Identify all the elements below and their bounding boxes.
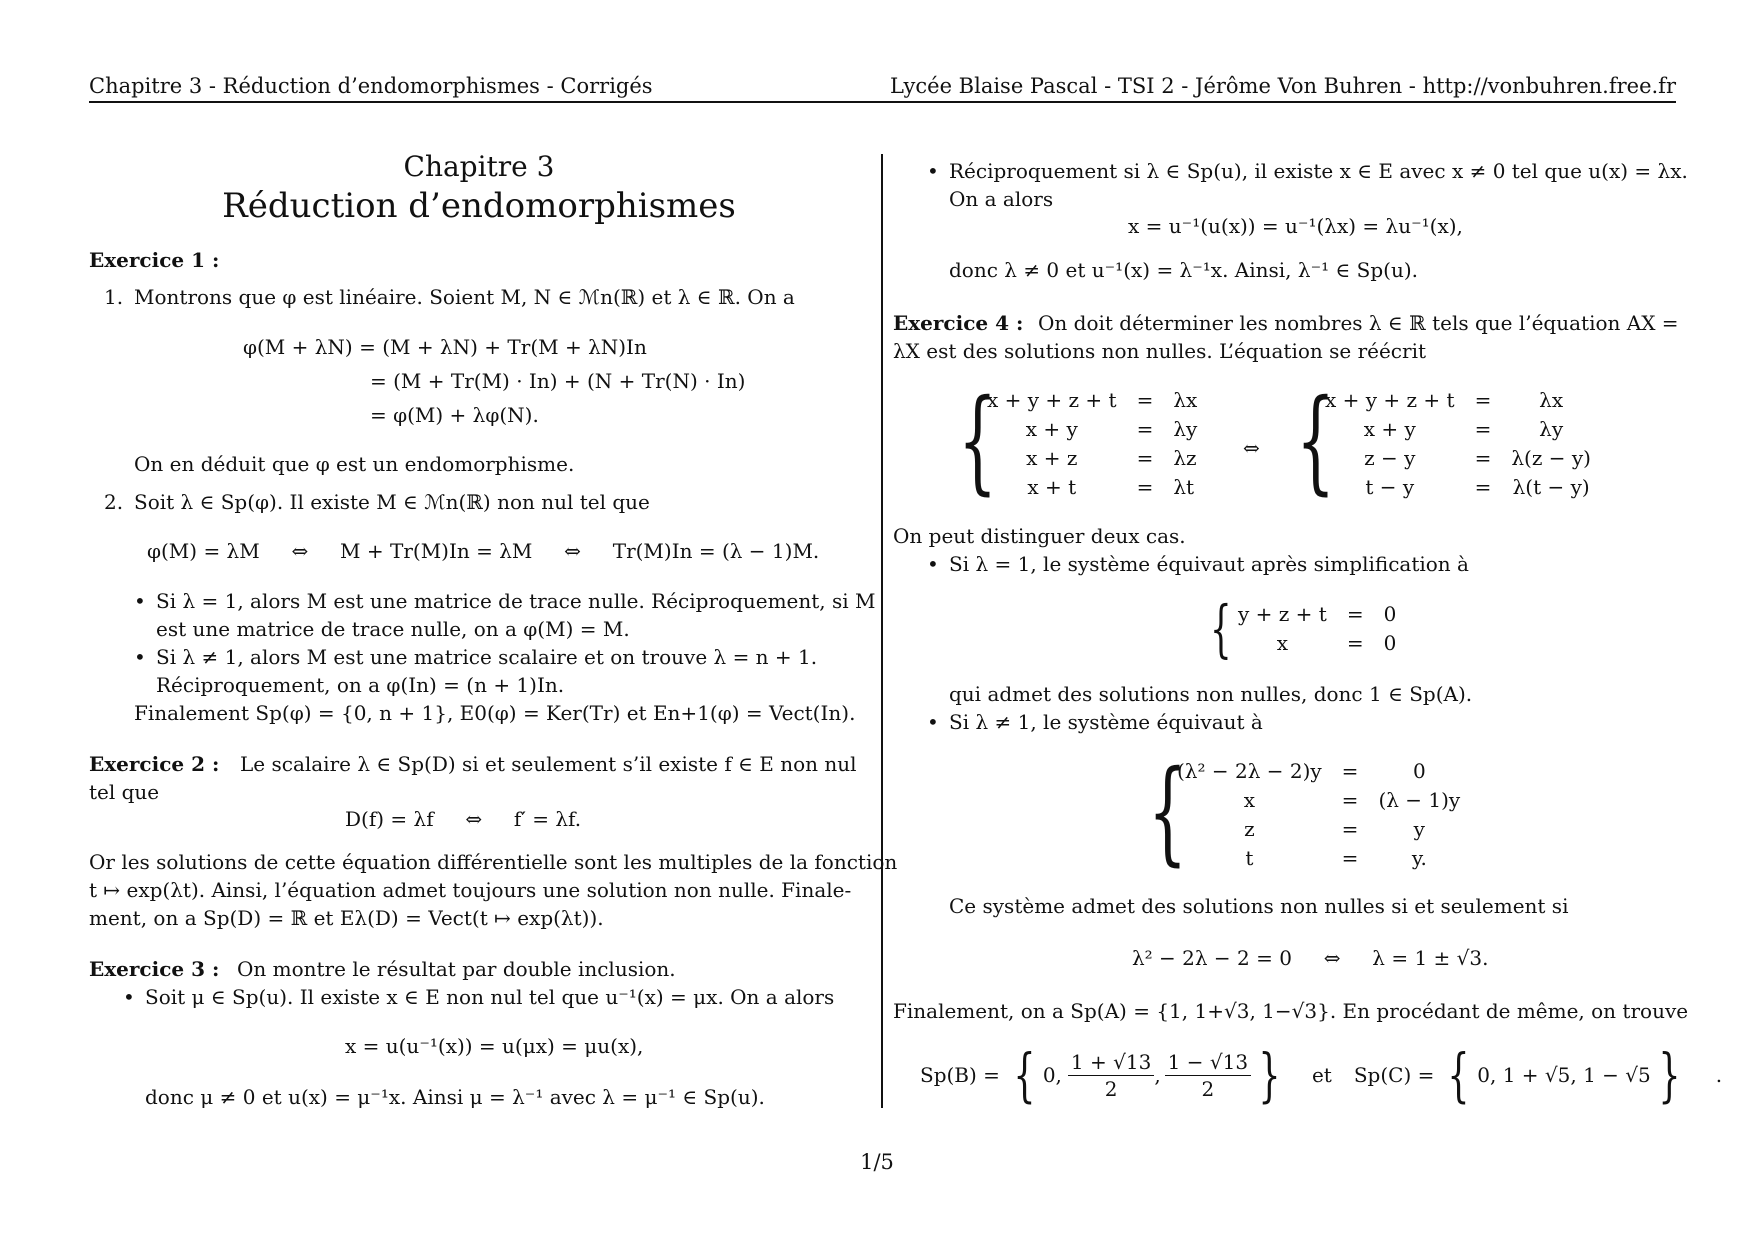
spB-frac1-num: 1 + √13 (1068, 1049, 1154, 1076)
ex1-eq1-line2: = (M + Tr(M) · In) + (N + Tr(N) · In) (370, 369, 746, 393)
ex4-line2: λX est des solutions non nulles. L’équation se réécrit (893, 339, 1426, 363)
ex4-line1: On doit déterminer les nombres λ ∈ ℝ tels que l’équation AX = (1038, 311, 1679, 335)
spB-spC-line: Sp(B) = { 0, $\frac{1 + √13}{2}$ , $\frac{1 - √13}{2}$ } et Sp(C) = { 0, 1 + √5, 1 − √5 } . (920, 1041, 1723, 1109)
chapter-number: Chapitre 3 (403, 150, 555, 183)
ex1-eq1-line3: = φ(M) + λφ(N). (370, 403, 539, 427)
sysC-row: x = 0 (1276, 631, 1397, 655)
sysB-row: z − y = λ(z − y) (1364, 446, 1591, 470)
ex2-equation: D(f) = λf ⇔ f′ = λf. (345, 807, 582, 831)
ex1-final: Finalement Sp(φ) = {0, n + 1}, E0(φ) = Ker(Tr) et En+1(φ) = Vect(In). (134, 701, 856, 725)
spB-frac2-den: 2 (1201, 1076, 1215, 1101)
sysA-row: x + z = λz (1026, 446, 1197, 470)
spB-frac2 (1165, 1049, 1251, 1102)
spC-lhs: Sp(C) = (1353, 1063, 1435, 1087)
ex3-title: Exercice 3 : (89, 957, 220, 981)
sysB-row: t − y = λ(t − y) (1365, 475, 1590, 499)
ex2-line2: tel que (89, 780, 160, 804)
sysD-brace: { (1148, 747, 1188, 877)
ex3-bullet1-conclusion: donc μ ≠ 0 et u(x) = μ⁻¹x. Ainsi μ = λ⁻¹ avec λ = μ⁻¹ ∈ Sp(u). (145, 1085, 765, 1109)
ex1-bullet1-line1: • Si λ = 1, alors M est une matrice de trace nulle. Réciproquement, si M (156, 587, 876, 615)
ex1-bullet1-line2: est une matrice de trace nulle, on a φ(M) = M. (156, 617, 630, 641)
sysB-brace: { (1296, 376, 1336, 506)
ex2-para-line2: t ↦ exp(λt). Ainsi, l’équation admet toujours une solution non nulle. Finale- (89, 878, 852, 902)
spC-open-brace: { (1447, 1041, 1470, 1109)
ex3-bullet2-line1: • Réciproquement si λ ∈ Sp(u), il existe x ∈ E avec x ≠ 0 tel que u(x) = λx. (949, 157, 1688, 185)
sysA-row: x + y = λy (1025, 417, 1198, 441)
sysA-brace: { (958, 376, 998, 506)
sysD-row: z = y (1244, 817, 1425, 841)
sysD-row: t = y. (1245, 846, 1427, 870)
spB-frac2-num: 1 − √13 (1165, 1049, 1251, 1076)
spB-zero: 0, (1042, 1063, 1062, 1087)
spB-frac1 (1068, 1049, 1154, 1102)
sysC-table (1228, 600, 1406, 658)
ex4-cases: On peut distinguer deux cas. (893, 524, 1186, 548)
sys-equivalence: ⇔ (1243, 436, 1260, 460)
ex1-item1-num: 1. (104, 285, 124, 309)
ex3-eq2: x = u⁻¹(u(x)) = u⁻¹(λx) = λu⁻¹(x), (1128, 214, 1463, 238)
final-dot: . (1715, 1063, 1723, 1087)
header-right: Lycée Blaise Pascal - TSI 2 - Jérôme Von Buhren - http://vonbuhren.free.fr (889, 74, 1676, 98)
ex4-final: Finalement, on a Sp(A) = {1, 1+√3, 1−√3}. En procédant de même, on trouve (893, 999, 1689, 1023)
spC-body: 0, 1 + √5, 1 − √5 (1477, 1063, 1651, 1087)
ex3-eq1: x = u(u⁻¹(x)) = u(μx) = μu(x), (345, 1034, 644, 1058)
header-left: Chapitre 3 - Réduction d’endomorphismes - Corrigés (89, 74, 653, 98)
ex4-case2: • Si λ ≠ 1, le système équivaut à (949, 708, 1263, 736)
ex1-bullet2-line1: • Si λ ≠ 1, alors M est une matrice scalaire et on trouve λ = n + 1. (156, 643, 817, 671)
ex1-item1-text: Montrons que φ est linéaire. Soient M, N ∈ ℳn(ℝ) et λ ∈ ℝ. On a (134, 285, 795, 309)
ex4-case1-conclusion: qui admet des solutions non nulles, donc 1 ∈ Sp(A). (949, 682, 1473, 706)
sysA-row: x + t = λt (1027, 475, 1195, 499)
ex1-eq1-line1: φ(M + λN) = (M + λN) + Tr(M + λN)In (243, 335, 647, 359)
chapter-title: Réduction d’endomorphismes (222, 186, 736, 226)
ex1-bullet2-line2: Réciproquement, on a φ(In) = (n + 1)In. (156, 673, 565, 697)
sysB-row: x + y = λy (1363, 417, 1564, 441)
sysD-row: x = (λ − 1)y (1243, 788, 1461, 812)
ex3-bullet2-conclusion: donc λ ≠ 0 et u⁻¹(x) = λ⁻¹x. Ainsi, λ⁻¹ ∈ Sp(u). (949, 258, 1419, 282)
ex2-title: Exercice 2 : (89, 752, 220, 776)
sysB-table (1315, 386, 1601, 502)
ex1-item2-num: 2. (104, 490, 124, 514)
ex4-case2-conclusion: Ce système admet des solutions non nulles si et seulement si (949, 894, 1569, 918)
page-number: 1/5 (860, 1150, 894, 1174)
ex4-case1: • Si λ = 1, le système équivaut après simplification à (949, 550, 1469, 578)
ex1-title: Exercice 1 : (89, 248, 220, 272)
ex3-line1: On montre le résultat par double inclusion. (237, 957, 676, 981)
header-rule (89, 101, 1676, 103)
spB-frac1-den: 2 (1104, 1076, 1118, 1101)
ex1-item2-text: Soit λ ∈ Sp(φ). Il existe M ∈ ℳn(ℝ) non nul tel que (134, 490, 650, 514)
sysA-row: x + y + z + t = λx (987, 388, 1198, 412)
spB-lhs: Sp(B) = (920, 1063, 1000, 1087)
sysC-brace: { (1210, 592, 1232, 665)
sysB-row: x + y + z + t = λx (1325, 388, 1564, 412)
ex4-eq-lambda: λ² − 2λ − 2 = 0 ⇔ λ = 1 ± √3. (1132, 946, 1489, 970)
spB-open-brace: { (1013, 1041, 1036, 1109)
ex4-title: Exercice 4 : (893, 311, 1024, 335)
ex1-eq2: φ(M) = λM ⇔ M + Tr(M)In = λM ⇔ Tr(M)In = (λ − 1)M. (147, 539, 820, 563)
sysA-table (977, 386, 1207, 502)
ex2-para-line1: Or les solutions de cette équation différentielle sont les multiples de la fonction (89, 850, 898, 874)
sysD-row: (λ² − 2λ − 2)y = 0 (1177, 759, 1426, 783)
ex2-para-line3: ment, on a Sp(D) = ℝ et Eλ(D) = Vect(t ↦ exp(λt)). (89, 906, 604, 930)
ex3-bullet2-line2: On a alors (949, 187, 1054, 211)
sysD-table (1167, 757, 1470, 873)
and-word: et (1311, 1063, 1332, 1087)
sysC-row: y + z + t = 0 (1238, 602, 1397, 626)
ex3-bullet1: • Soit μ ∈ Sp(u). Il existe x ∈ E non nul tel que u⁻¹(x) = μx. On a alors (145, 983, 834, 1011)
ex1-item1-conclusion: On en déduit que φ est un endomorphisme. (134, 452, 575, 476)
ex2-line1: Le scalaire λ ∈ Sp(D) si et seulement s’il existe f ∈ E non nul (240, 752, 857, 776)
spB-close-brace: } (1258, 1041, 1281, 1109)
column-divider (881, 154, 883, 1108)
spC-close-brace: } (1658, 1041, 1681, 1109)
